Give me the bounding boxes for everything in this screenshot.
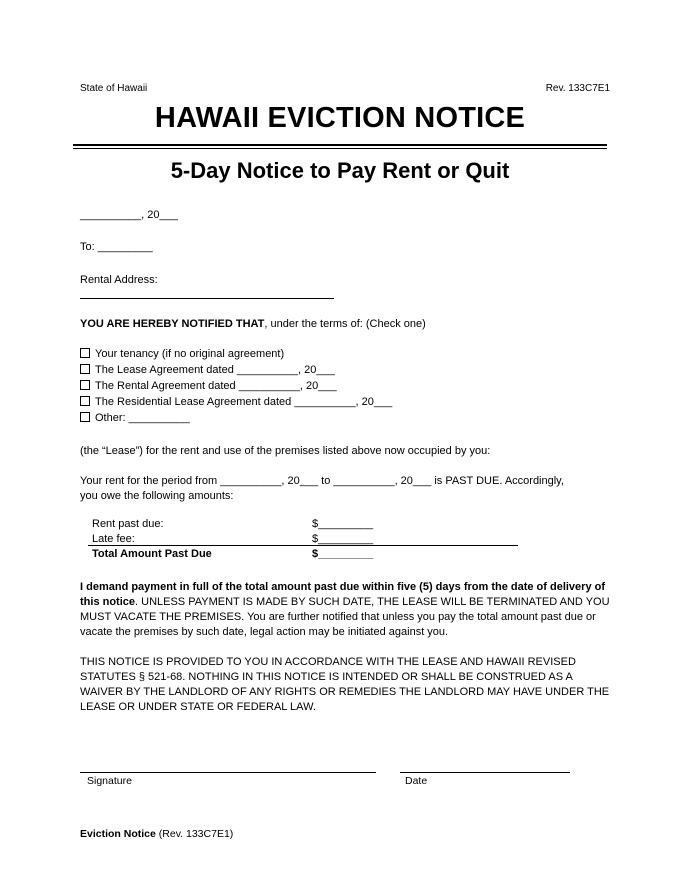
- checkbox-label: The Rental Agreement dated __________, 20___: [95, 380, 337, 392]
- to-line: To: _________: [80, 241, 153, 253]
- checkbox[interactable]: [80, 348, 90, 358]
- total-past-due-label: Total Amount Past Due: [92, 548, 212, 560]
- rent-period-line-2: you owe the following amounts:: [80, 490, 234, 502]
- checkbox-option-other[interactable]: [80, 411, 392, 427]
- checkbox-label: The Lease Agreement dated __________, 20___: [95, 364, 335, 376]
- checkbox-option-rental[interactable]: [80, 379, 392, 395]
- notified-bold: YOU ARE HEREBY NOTIFIED THAT: [80, 318, 265, 330]
- checkbox-label: Other: __________: [95, 412, 190, 424]
- state-label: State of Hawaii: [80, 83, 148, 94]
- lease-line: (the “Lease”) for the rent and use of the premises listed above now occupied by you:: [80, 445, 491, 457]
- demand-paragraph: [80, 580, 610, 640]
- date-label: Date: [405, 775, 428, 787]
- amounts-divider: [88, 545, 518, 546]
- date-line: __________, 20___: [80, 209, 178, 221]
- checkbox[interactable]: [80, 380, 90, 390]
- checkbox-label: Your tenancy (if no original agreement): [95, 348, 285, 360]
- rent-past-due-label: Rent past due:: [92, 518, 164, 530]
- title-rule-thick: [73, 144, 607, 146]
- demand-rest: . UNLESS PAYMENT IS MADE BY SUCH DATE, THE LEASE WILL BE TERMINATED AND YOU MUST VACATE THE PREMISES. You are further notified that unless you pay the total amount past due or vacate the premises by such date, legal action may be initiated against you.: [80, 596, 610, 638]
- rental-address-blank: [80, 298, 334, 299]
- footer: [80, 828, 233, 840]
- checkbox[interactable]: [80, 396, 90, 406]
- notified-rest: , under the terms of: (Check one): [264, 318, 426, 330]
- footer-bold: Eviction Notice: [80, 828, 156, 840]
- signature-line[interactable]: [80, 772, 376, 773]
- checkbox-option-lease[interactable]: [80, 363, 392, 379]
- checkbox[interactable]: [80, 364, 90, 374]
- agreement-checkbox-list: [80, 347, 392, 427]
- title-rule-thin: [73, 148, 607, 149]
- revision-label: Rev. 133C7E1: [545, 83, 610, 94]
- rental-address-label: Rental Address:: [80, 274, 158, 286]
- footer-rest: (Rev. 133C7E1): [155, 828, 234, 840]
- checkbox-option-tenancy[interactable]: [80, 347, 392, 363]
- date-sign-line[interactable]: [400, 772, 570, 773]
- rent-past-due-value: $_________: [312, 518, 374, 530]
- statute-paragraph: THIS NOTICE IS PROVIDED TO YOU IN ACCORDANCE WITH THE LEASE AND HAWAII REVISED STATUTES § 521-68. NOTHING IN THIS NOTICE IS INTENDED OR SHALL BE CONSTRUED AS A WAIVER BY THE LANDLORD OF ANY RIGHTS OR REMEDIES THE LANDLORD MAY HAVE UNDER THE LEASE OR UNDER STATE OR FEDERAL LAW.: [80, 656, 610, 713]
- signature-label: Signature: [87, 775, 132, 787]
- late-fee-label: Late fee:: [92, 533, 135, 545]
- checkbox[interactable]: [80, 412, 90, 422]
- notified-line: [80, 317, 426, 332]
- demand-bold: I demand payment in full of the total amount past due within five (5) days from the date of delivery of this notice: [80, 581, 606, 608]
- late-fee-value: $_________: [312, 533, 374, 545]
- document-subtitle: 5-Day Notice to Pay Rent or Quit: [170, 158, 510, 183]
- total-past-due-value: $_________: [312, 548, 374, 560]
- checkbox-option-residential[interactable]: [80, 395, 392, 411]
- document-title: HAWAII EVICTION NOTICE: [154, 102, 526, 134]
- checkbox-label: The Residential Lease Agreement dated __________, 20___: [95, 396, 393, 408]
- rent-period-line-1: Your rent for the period from __________, 20___ to __________, 20___ is PAST DUE. Accordingly,: [80, 475, 564, 487]
